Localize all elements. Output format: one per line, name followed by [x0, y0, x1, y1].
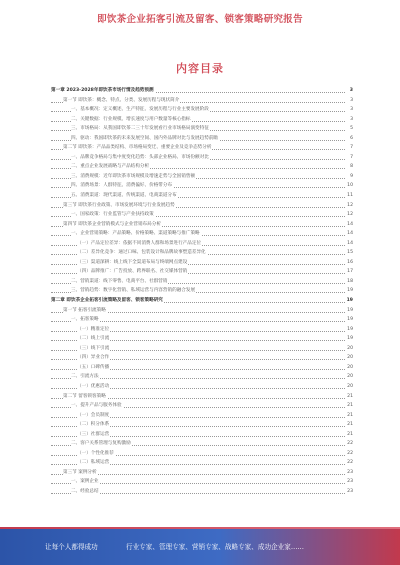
toc-entry[interactable]: [51, 439, 353, 449]
toc-entry[interactable]: [51, 201, 353, 211]
toc-entry-page: 22: [346, 449, 353, 459]
toc-entry-text: （四）品牌推广：广告投放、跨界联名、社交媒体营销: [77, 269, 188, 275]
toc-entry-text: 第三节 案例分析: [63, 469, 97, 475]
toc-entry-text: 第二节 即饮茶：产品品类结构、市场格局变迁、重要企业及竞争态势分析: [63, 145, 212, 151]
toc-entry[interactable]: [51, 124, 353, 134]
toc-entry[interactable]: [51, 153, 353, 163]
toc-entry-page: 19: [346, 334, 353, 344]
toc-entry[interactable]: [51, 401, 353, 411]
toc-entry-page: 3: [349, 105, 353, 115]
toc-entry-page: 10: [346, 181, 353, 191]
toc-entry-text: 二、关键数据：行业规模、增长速度与用户数量等核心指标: [71, 116, 191, 122]
toc-entry-page: 19: [346, 306, 353, 316]
toc-entry[interactable]: [51, 430, 353, 440]
toc-entry-page: 20: [346, 372, 353, 382]
toc-entry-text: 第一节 拓客引流策略: [63, 307, 106, 313]
toc-entry-page: 21: [346, 401, 353, 411]
toc-entry-text: （二）积分体系: [77, 422, 110, 428]
toc-entry-text: （二）线上引流: [77, 336, 110, 342]
toc-entry-page: 7: [349, 143, 353, 153]
toc-entry[interactable]: [51, 191, 353, 201]
report-title: 即饮茶企业拓客引流及留客、锁客策略研究报告: [97, 14, 303, 25]
toc-entry[interactable]: [51, 325, 353, 335]
toc-entry-text: （一）产品定位差异：依据不同消费人群和场景进行产品定位: [77, 240, 202, 246]
toc-entry-text: （四）异业合作: [77, 355, 110, 361]
toc-entry-page: 15: [346, 248, 353, 258]
toc-entry-page: 16: [346, 258, 353, 268]
toc-entry[interactable]: [51, 334, 353, 344]
toc-entry-page: 21: [346, 411, 353, 421]
toc-entry[interactable]: [51, 143, 353, 153]
toc-entry-text: 二、引流方法: [71, 374, 99, 380]
toc-entry-text: 一、提升产品与服务体验: [71, 403, 122, 409]
toc-entry-text: 一、品牌竞争格局与集中度变化趋势：头部企业格局、市场份额对比: [71, 154, 209, 160]
toc-entry-page: 9: [349, 172, 353, 182]
toc-entry-text: 一、案例企业: [71, 479, 99, 485]
toc-entry-page: 21: [346, 420, 353, 430]
toc-entry[interactable]: [51, 392, 353, 402]
toc-entry[interactable]: [51, 296, 353, 306]
toc-entry-page: 20: [346, 344, 353, 354]
toc-entry-page: 23: [346, 487, 353, 497]
toc-entry[interactable]: [51, 172, 353, 182]
toc-entry-page: 23: [346, 468, 353, 478]
toc-entry-text: 二、营销渠道：线下零售、电商平台、社群营销: [71, 278, 168, 284]
toc-entry[interactable]: [51, 449, 353, 459]
footer-slogan: 让每个人都得成功: [45, 543, 98, 551]
toc-entry-text: （二）私域运营: [77, 460, 110, 466]
toc-entry[interactable]: [51, 105, 353, 115]
toc-entry-text: 二、经验总结: [71, 488, 99, 494]
toc-entry-text: 第二章 即饮茶企业拓客引流策略及留客、锁客策略研究: [51, 298, 163, 304]
toc-entry-page: 18: [346, 277, 353, 287]
toc-entry-text: 二、重点企业发展战略与产品结构分析: [71, 164, 150, 170]
toc-entry-page: 12: [346, 201, 353, 211]
toc-entry[interactable]: [51, 134, 353, 144]
toc-entry[interactable]: [51, 468, 353, 478]
toc-entry-text: 二、客户关系管理与复购激励: [71, 441, 131, 447]
toc-entry-text: 第一节 即饮茶：概念、特点、分类、发展历程与现状简介: [63, 97, 180, 103]
toc-entry-text: 第四节 即饮茶企业营销模式与企业营销布局分析: [63, 221, 161, 227]
toc-entry-page: 14: [346, 229, 353, 239]
toc-entry[interactable]: [51, 277, 353, 287]
toc-entry-text: （一）精准定位: [77, 326, 110, 332]
page-footer: [0, 529, 400, 565]
toc-entry[interactable]: [51, 258, 353, 268]
toc-entry-page: 19: [346, 296, 353, 306]
toc-entry-text: 五、消费渠道：现代渠道、传统渠道、电商渠道分布: [71, 193, 177, 199]
toc-entry[interactable]: [51, 210, 353, 220]
toc-entry[interactable]: [51, 411, 353, 421]
toc-entry[interactable]: [51, 306, 353, 316]
toc-entry-page: 21: [346, 392, 353, 402]
toc-entry-page: 20: [346, 353, 353, 363]
toc-entry[interactable]: [51, 344, 353, 354]
toc-entry[interactable]: [51, 96, 353, 106]
toc-entry[interactable]: [51, 363, 353, 373]
toc-entry-page: 22: [346, 458, 353, 468]
toc-entry-page: 19: [346, 325, 353, 335]
toc-entry-page: 22: [346, 439, 353, 449]
toc-entry-page: 21: [346, 430, 353, 440]
toc-entry-text: 第二节 留客锁客策略: [63, 393, 106, 399]
toc-entry-page: 7: [349, 153, 353, 163]
toc-entry[interactable]: [51, 162, 353, 172]
toc-title: 内容目录: [176, 62, 224, 75]
toc-entry[interactable]: [51, 239, 353, 249]
toc-entry-text: （一）会员制度: [77, 412, 110, 418]
toc-entry[interactable]: [51, 267, 353, 277]
toc-entry[interactable]: [51, 458, 353, 468]
toc-entry-text: （三）社群运营: [77, 431, 110, 437]
toc-entry-page: 6: [349, 134, 353, 144]
toc-entry[interactable]: [51, 487, 353, 497]
toc-entry-text: 一、基本概况：定义概述、生产特征、发展历程与行业主要发展阶段: [71, 107, 209, 113]
toc-entry[interactable]: [51, 353, 353, 363]
toc-entry-page: 5: [349, 124, 353, 134]
toc-entry-page: 20: [346, 363, 353, 373]
toc-entry-page: 11: [346, 191, 353, 201]
toc-entry-page: 3: [349, 115, 353, 125]
toc-entry[interactable]: [51, 286, 353, 296]
toc-entry-text: 一、企业营销策略：产品策略、价格策略、渠道策略与推广策略: [71, 231, 200, 237]
toc-entry-text: （二）差异化竞争：通过口味、包装设计和品牌故事塑造差异化: [77, 250, 206, 256]
toc-entry-text: （三）线下引流: [77, 345, 110, 351]
footer-expert-list: 行业专家、管理专家、营销专家、战略专家、成功企业家……: [126, 543, 305, 551]
toc-entry[interactable]: [51, 86, 353, 96]
toc-entry[interactable]: [51, 229, 353, 239]
toc-entry[interactable]: [51, 420, 353, 430]
toc-entry-page: 3: [349, 96, 353, 106]
toc-entry[interactable]: [51, 382, 353, 392]
toc-entry-text: 三、消费规模：近年即饮茶市场规模及增速走势与全国销售额: [71, 173, 196, 179]
toc-entry-text: 第三节 即饮茶行业政策、市场发展环境与行业发展趋势: [63, 202, 175, 208]
toc-entry-page: 14: [346, 220, 353, 230]
toc-entry-page: 17: [346, 267, 353, 277]
toc-entry[interactable]: [51, 181, 353, 191]
page-header: [0, 0, 400, 38]
toc-entry-text: 三、营销趋势：数字化营销、私域运营与内容营销的融合发展: [71, 288, 196, 294]
table-of-contents: [51, 86, 353, 497]
toc-entry[interactable]: [51, 315, 353, 325]
toc-entry-page: 12: [346, 210, 353, 220]
toc-entry-text: （一）个性化推荐: [77, 450, 114, 456]
toc-entry-text: （五）口碑传播: [77, 364, 110, 370]
toc-entry-page: 19: [346, 286, 353, 296]
toc-entry-text: 一、拓客策略: [71, 317, 99, 323]
toc-entry-text: 第一章 2023-2028年即饮茶市场行情及趋势预测: [51, 88, 154, 93]
toc-entry-text: 四、消费场景：人群特征、消费偏好、价格带分布: [71, 183, 173, 189]
toc-entry-text: 四、驱动：我国即饮茶的未来发展空间、国内外品牌对比与发展趋势前瞻: [71, 135, 219, 141]
toc-entry[interactable]: [51, 115, 353, 125]
toc-entry-page: 19: [346, 315, 353, 325]
toc-entry-text: 三、市场格局：从我国即饮茶二三十年发展看行业市场格局演变特征: [71, 126, 209, 132]
toc-entry-page: 8: [349, 162, 353, 172]
toc-entry[interactable]: [51, 477, 353, 487]
toc-entry-page: 14: [346, 239, 353, 249]
toc-entry-text: （三）渠道深耕：线上线下全渠道布局与终端网点建设: [77, 259, 188, 265]
toc-entry-page: 3: [349, 86, 353, 96]
toc-entry[interactable]: [51, 372, 353, 382]
toc-entry-page: 20: [346, 382, 353, 392]
toc-entry-page: 23: [346, 477, 353, 487]
toc-entry-text: （一）优惠活动: [77, 383, 110, 389]
toc-entry[interactable]: [51, 220, 353, 230]
toc-entry[interactable]: [51, 248, 353, 258]
toc-entry-text: 一、国家政策：行业监管与产业扶持政策: [71, 212, 154, 218]
